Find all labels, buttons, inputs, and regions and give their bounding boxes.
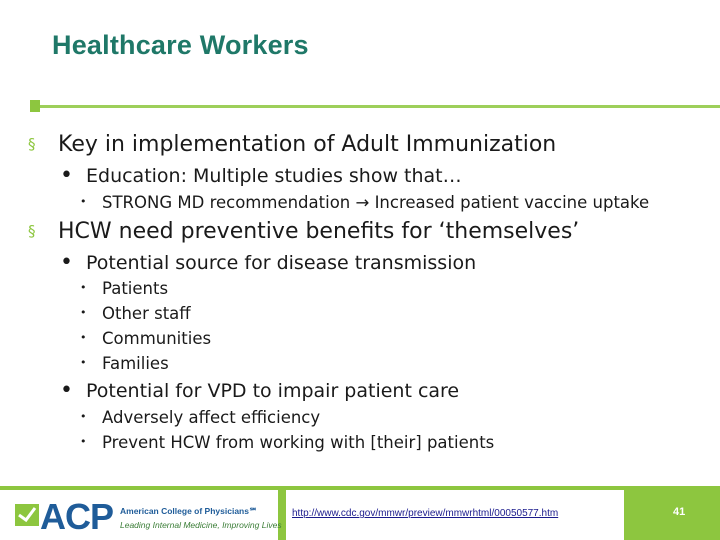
dot-bullet-icon: • xyxy=(80,435,87,448)
acp-logo-icon xyxy=(15,504,39,526)
bullet-text: Education: Multiple studies show that… xyxy=(86,165,462,187)
bullet-text: Key in implementation of Adult Immunization xyxy=(58,132,557,157)
bullet-text: STRONG MD recommendation → Increased patient vaccine uptake xyxy=(102,193,650,212)
bullet-text: Prevent HCW from working with [their] patients xyxy=(102,433,495,452)
square-bullet-icon: § xyxy=(28,135,36,153)
page-number: 41 xyxy=(673,506,686,518)
title-rule-accent xyxy=(30,100,40,112)
bullet-text: Families xyxy=(102,354,169,373)
dot-bullet-icon: • xyxy=(60,378,73,403)
dot-bullet-icon: • xyxy=(80,331,87,344)
acp-logo-text: ACP xyxy=(40,496,114,537)
dot-bullet-icon: • xyxy=(60,250,73,275)
bullet-text: HCW need preventive benefits for ‘themselves’ xyxy=(58,219,580,244)
bullet-text: Communities xyxy=(102,329,212,348)
bullet-text: Potential source for disease transmission xyxy=(86,252,477,274)
title-divider xyxy=(40,105,720,108)
source-link[interactable]: http://www.cdc.gov/mmwr/preview/mmwrhtml/00050577.htm xyxy=(292,508,559,519)
dot-bullet-icon: • xyxy=(80,306,87,319)
acp-logo-name: American College of Physicians℠ xyxy=(120,506,258,516)
bullet-text: Other staff xyxy=(102,304,191,323)
slide-title: Healthcare Workers xyxy=(52,30,309,60)
acp-logo-tagline: Leading Internal Medicine, Improving Lives xyxy=(120,520,282,530)
dot-bullet-icon: • xyxy=(80,356,87,369)
bullet-text: Adversely affect efficiency xyxy=(102,408,321,427)
dot-bullet-icon: • xyxy=(80,281,87,294)
square-bullet-icon: § xyxy=(28,222,36,240)
dot-bullet-icon: • xyxy=(80,410,87,423)
dot-bullet-icon: • xyxy=(60,163,73,188)
dot-bullet-icon: • xyxy=(80,195,87,208)
bullet-text: Potential for VPD to impair patient care xyxy=(86,380,460,402)
bullet-text: Patients xyxy=(102,279,169,298)
